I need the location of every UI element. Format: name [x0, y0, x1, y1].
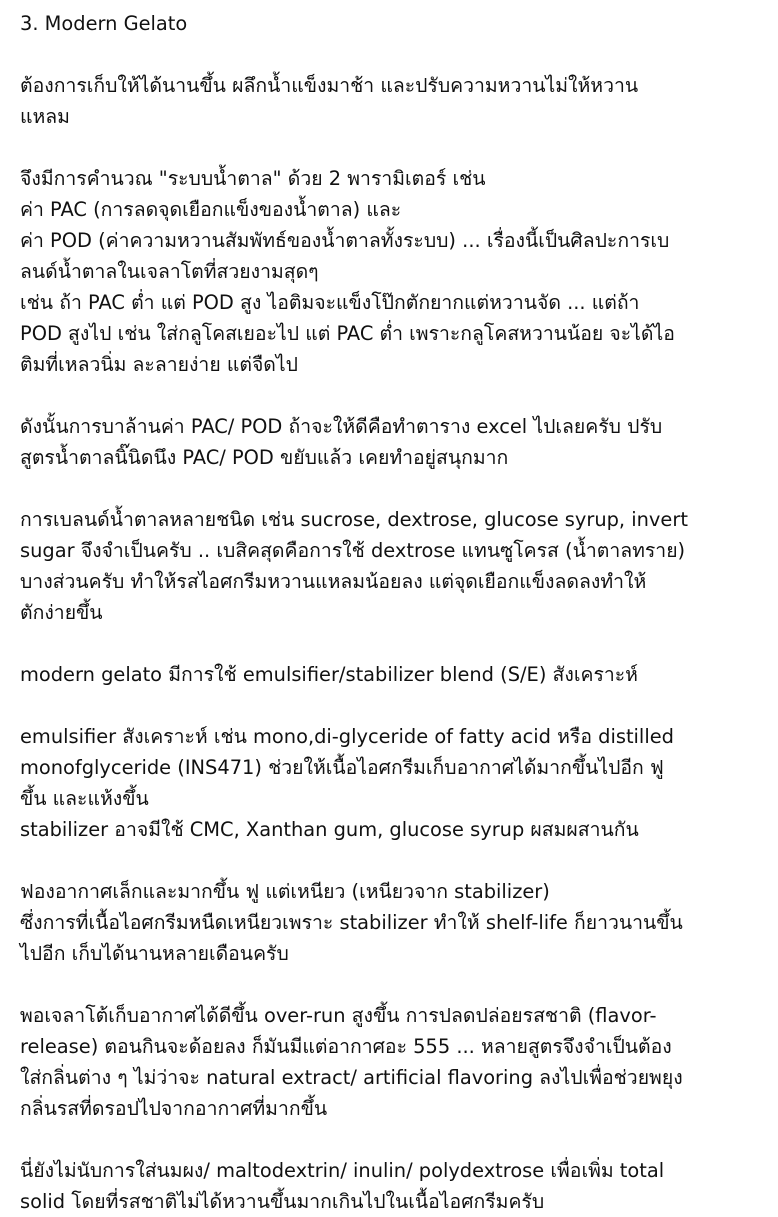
- text-line: release) ตอนกินจะด้อยลง ก็มันมีแต่อากาศอะ 555 ... หลายสูตรจึงจำเป็นต้อง: [20, 1035, 672, 1058]
- document-body: [20, 8, 760, 1217]
- text-line: ลนด์น้ำตาลในเจลาโตที่สวยงามสุดๆ: [20, 260, 319, 283]
- text-line: sugar จึงจำเป็นครับ .. เบสิคสุดคือการใช้ dextrose แทนซูโครส (น้ำตาลทราย): [20, 539, 686, 562]
- paragraph: [20, 1000, 760, 1124]
- text-line: ซึ่งการที่เนื้อไอศกรีมหนืดเหนียวเพราะ stabilizer ทำให้ shelf-life ก็ยาวนานขึ้น: [20, 911, 683, 934]
- text-line: ค่า PAC (การลดจุดเยือกแข็งของน้ำตาล) และ: [20, 198, 402, 221]
- text-line: บางส่วนครับ ทำให้รสไอศกรีมหวานแหลมน้อยลง แต่จุดเยือกแข็งลดลงทำให้: [20, 570, 647, 593]
- text-line: emulsifier สังเคราะห์ เช่น mono,di-glyceride of fatty acid หรือ distilled: [20, 725, 674, 748]
- paragraph: [20, 876, 760, 969]
- text-line: ไปอีก เก็บได้นานหลายเดือนครับ: [20, 942, 289, 965]
- text-line: ขึ้น และแห้งขึ้น: [20, 787, 149, 810]
- paragraph: [20, 70, 760, 132]
- text-line: ตักง่ายขึ้น: [20, 601, 103, 624]
- paragraph: [20, 504, 760, 628]
- text-line: ใส่กลิ่นต่าง ๆ ไม่ว่าจะ natural extract/ artificial flavoring ลงไปเพื่อช่วยพยุง: [20, 1066, 683, 1089]
- text-line: solid โดยที่รสชาติไม่ได้หวานขึ้นมากเกินไปในเนื้อไอศกรีมครับ: [20, 1190, 545, 1213]
- text-line: ต้องการเก็บให้ได้นานขึ้น ผลึกน้ำแข็งมาช้า และปรับความหวานไม่ให้หวาน: [20, 74, 639, 97]
- text-line: การเบลนด์น้ำตาลหลายชนิด เช่น sucrose, dextrose, glucose syrup, invert: [20, 508, 688, 531]
- text-line: กลิ่นรสที่ดรอปไปจากอากาศที่มากขึ้น: [20, 1097, 328, 1120]
- text-line: ดังนั้นการบาล้านค่า PAC/ POD ถ้าจะให้ดีคือทำตาราง excel ไปเลยครับ ปรับ: [20, 415, 663, 438]
- text-line: modern gelato มีการใช้ emulsifier/stabilizer blend (S/E) สังเคราะห์: [20, 663, 638, 686]
- text-line: จึงมีการคำนวณ "ระบบน้ำตาล" ด้วย 2 พารามิเตอร์ เช่น: [20, 167, 486, 190]
- text-line: monofglyceride (INS471) ช่วยให้เนื้อไอศกรีมเก็บอากาศได้มากขึ้นไปอีก ฟู: [20, 756, 664, 779]
- text-line: ติมที่เหลวนิ่ม ละลายง่าย แต่จืดไป: [20, 353, 298, 376]
- paragraph: [20, 163, 760, 380]
- text-line: 3. Modern Gelato: [20, 12, 188, 35]
- text-line: นี่ยังไม่นับการใส่นมผง/ maltodextrin/ inulin/ polydextrose เพื่อเพิ่ม total: [20, 1159, 665, 1182]
- text-line: ฟองอากาศเล็กและมากขึ้น ฟู แต่เหนียว (เหนียวจาก stabilizer): [20, 880, 550, 903]
- text-line: แหลม: [20, 105, 70, 128]
- text-line: stabilizer อาจมีใช้ CMC, Xanthan gum, glucose syrup ผสมผสานกัน: [20, 818, 639, 841]
- paragraph: [20, 411, 760, 473]
- paragraph: [20, 659, 760, 690]
- text-line: พอเจลาโต้เก็บอากาศได้ดีขึ้น over-run สูงขึ้น การปลดปล่อยรสชาติ (flavor-: [20, 1004, 657, 1027]
- text-line: เช่น ถ้า PAC ต่ำ แต่ POD สูง ไอติมจะแข็งโป๊กตักยากแต่หวานจัด ... แต่ถ้า: [20, 291, 640, 314]
- paragraph: [20, 721, 760, 845]
- text-line: สูตรน้ำตาลนิ๊นิดนึง PAC/ POD ขยับแล้ว เคยทำอยู่สนุกมาก: [20, 446, 509, 469]
- text-line: ค่า POD (ค่าความหวานสัมพัทธ์ของน้ำตาลทั้งระบบ) ... เรื่องนี้เป็นศิลปะการเบ: [20, 229, 670, 252]
- document-title: [20, 8, 760, 39]
- text-line: POD สูงไป เช่น ใส่กลูโคสเยอะไป แต่ PAC ต่ำ เพราะกลูโคสหวานน้อย จะได้ไอ: [20, 322, 675, 345]
- paragraph: [20, 1155, 760, 1217]
